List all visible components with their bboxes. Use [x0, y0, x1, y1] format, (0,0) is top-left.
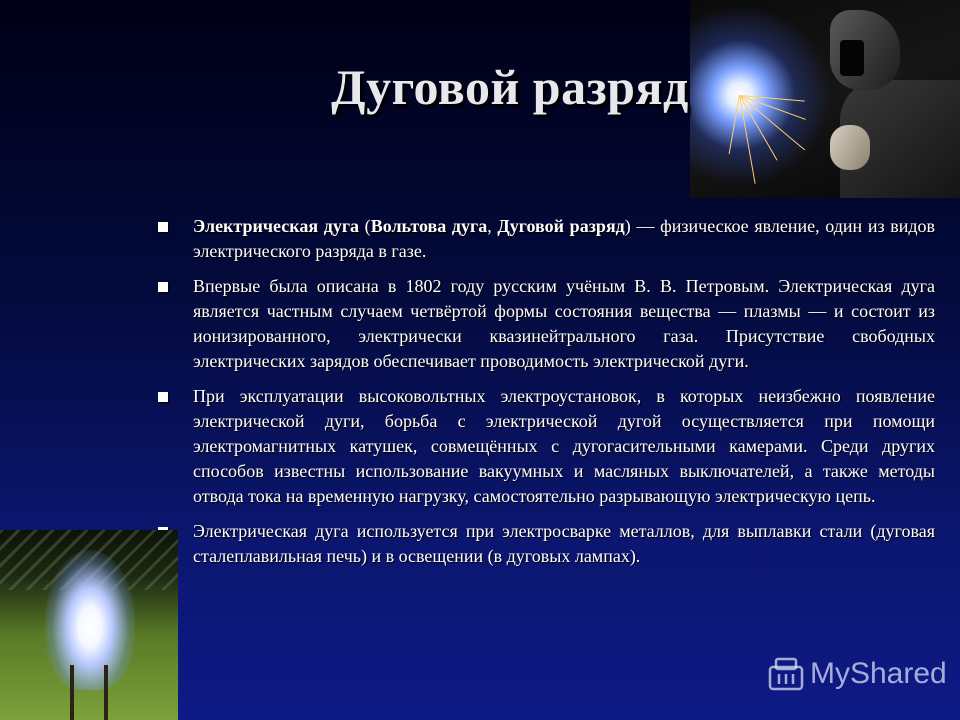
square-bullet-icon: [158, 282, 168, 292]
myshared-watermark[interactable]: [768, 656, 947, 692]
myshared-logo-icon: [768, 657, 804, 691]
punctuation: (: [359, 216, 371, 236]
bullet-text: ) — физическое явление, один из видов электрического разряда в газе.: [193, 216, 936, 261]
watermark-text: MyShared: [810, 657, 947, 690]
bullet-list: [155, 214, 935, 579]
slide-title: Дуговой разряд: [331, 59, 689, 115]
list-item: [155, 214, 935, 264]
square-bullet-icon: [158, 222, 168, 232]
arc-glow: [45, 550, 135, 690]
list-item: [155, 519, 935, 569]
electric-arc-photo: [0, 530, 178, 720]
term-volta-arc: Вольтова дуга: [370, 216, 488, 236]
electrode-rod: [104, 665, 108, 720]
welder-glove: [830, 125, 870, 170]
term-electric-arc: Электрическая дуга: [193, 216, 360, 236]
list-item: [155, 274, 935, 374]
term-arc-discharge: Дуговой разряд: [497, 216, 625, 236]
list-item: [155, 384, 935, 509]
punctuation: ,: [487, 216, 498, 236]
electrode-rod: [70, 665, 74, 720]
welder-visor: [840, 40, 864, 76]
bullet-text: Электрическая дуга используется при электросварке металлов, для выплавки стали (дуговая сталеплавильная печь) и в освещении (в дуговых лампах).: [193, 521, 935, 566]
square-bullet-icon: [158, 392, 168, 402]
bullet-text: При эксплуатации высоковольтных электроустановок, в которых неизбежно появление электрической дуги, борьба с электрической дугой осуществляется при помощи электромагнитных катушек, совмещённых с дугогасительными камерами. Среди других способов известны использование вакуумных и масляных выключателей, а также методы отвода тока на временную нагрузку, самостоятельно разрывающую электрическую цепь.: [193, 386, 935, 506]
bullet-text: Впервые была описана в 1802 году русским учёным В. В. Петровым. Электрическая дуга является частным случаем четвёртой формы состояния вещества — плазмы — и состоит из ионизированного, электрически квазинейтрального газа. Присутствие свободных электрических зарядов обеспечивает проводимость электрической дуги.: [193, 276, 935, 371]
